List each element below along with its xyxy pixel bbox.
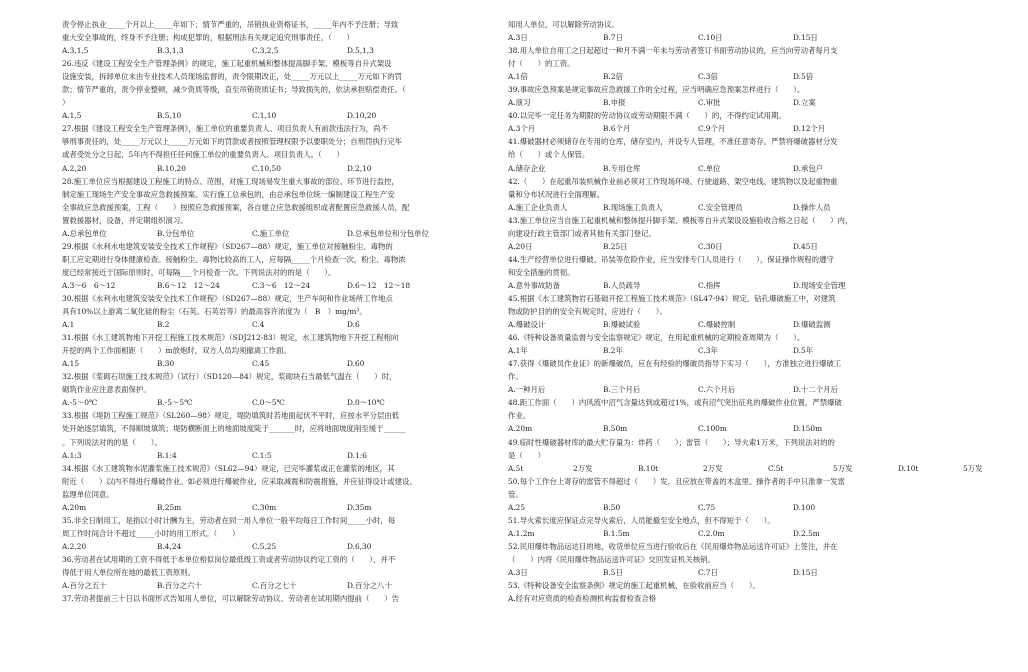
question-text-line: 得低于用人单位所在地的最低工资原则。 <box>62 567 196 577</box>
question-text-line: 35.非全日制用工，是指以小时计酬为主，劳动者在同一用人单位一般平均每日工作时间_____小时，每 <box>62 515 396 525</box>
question-text-line: ） <box>62 98 70 108</box>
question-text-line: 给（ ）或个人保管。 <box>508 150 590 160</box>
answer-options-row <box>508 527 920 540</box>
answer-option: B.专用仓库 <box>603 163 641 173</box>
answer-option: C.3年 <box>698 346 718 356</box>
question-text-line: 管。 <box>508 489 523 499</box>
answer-option: C.指挥 <box>698 280 721 290</box>
question-text-line: 附近（ ）以内不得进行爆破作业。如必须进行爆破作业，应采取减震和防震措施，并应征得设计或建设、 <box>62 476 417 486</box>
answer-option: A.2,20 <box>62 541 87 551</box>
question-text-line: 职工应定期进行身体健康检查。接触粉尘、毒物比较高的工人，应每隔_____个月检查一次，粉尘、毒物浓 <box>62 254 406 264</box>
answer-option: D.150m <box>793 424 823 434</box>
answer-options-row <box>62 279 474 292</box>
answer-option: C.100m <box>698 424 727 434</box>
answer-options-row <box>508 122 920 135</box>
answer-option: B.-5～5℃ <box>157 398 193 408</box>
answer-option: C.审批 <box>698 98 721 108</box>
question-text-line: 量和分布状况进行全面理解。 <box>508 189 605 199</box>
question-text-line: 32.根据《浆砌石坝施工技术规范》（试行）（SD120—84）规定，浆砌块石当最低气温在（ ）时， <box>62 372 397 382</box>
answer-option: D.100 <box>793 502 816 512</box>
answer-option: C.30日 <box>698 241 723 251</box>
answer-options-row <box>508 566 920 579</box>
answer-option: A.一种月后 <box>508 385 546 395</box>
answer-options-row <box>62 579 474 592</box>
question-text-line: 44.生产经营单位进行爆破、吊装等危险作业，应当安排专门人员进行（ ），保证操作规程的遵守 <box>508 254 834 264</box>
question-text-line: 29.根据《水利水电建筑安装安全技术工作规程》（SD267—88）规定，施工单位对接触粉尘、毒物的 <box>62 241 393 251</box>
question-text-line: 33.根据《堤防工程施工规范》（SL260—98）规定，堤防填筑时若地面起伏不平时，应按水平分层由低 <box>62 411 400 421</box>
answer-option: 2万发 <box>573 463 593 473</box>
answer-options-row <box>62 44 474 57</box>
answer-option: B.10t <box>638 463 659 473</box>
answer-option: B.2倍 <box>603 72 623 82</box>
answer-option: D.60 <box>347 359 365 369</box>
question-text-line: 45.根据《水工建筑物岩石基础开挖工程施工技术规范》（SL47-94）规定，钻孔爆破施工中，对建筑 <box>508 293 836 303</box>
answer-option: D.10t <box>898 463 919 473</box>
question-text-line: （ ）内将《民用爆炸物品运送许可证》交回发证机关核销。 <box>508 554 715 564</box>
answer-option: B.25m <box>157 502 182 512</box>
answer-option: A.施工企业负责人 <box>508 202 568 212</box>
answer-option: D.百分之八十 <box>347 581 392 591</box>
answer-option: B.25日 <box>603 241 628 251</box>
answer-option: B.30 <box>157 359 175 369</box>
question-text-line: 31.根据《水工建筑物地下开挖工程施工技术规范》（SDJ212-83）规定，水工建筑物地下开挖工程相向 <box>62 333 399 343</box>
answer-option: 5万发 <box>833 463 853 473</box>
question-text-line: 48.距工作面（ ）内风流中沼气含量达到或超过1%，或有沼气突出征兆的爆破作业位置，严禁爆破 <box>508 398 842 408</box>
answer-option: A.5t <box>508 463 524 473</box>
answer-option: A.演习 <box>508 98 531 108</box>
question-text-line: 处开始逐层填筑，不得顺坡填筑；堤防横断面上的地面坡度陡于_______时，应将地面坡度削至缓于______ <box>62 424 406 434</box>
answer-options-row <box>508 201 920 214</box>
answer-option: C.百分之七十 <box>252 581 297 591</box>
answer-option: D.5年 <box>793 346 814 356</box>
question-text-line: 周工作时间合计不超过_____小时的用工形式。（ ） <box>62 528 240 538</box>
answer-option: A.1倍 <box>508 72 528 82</box>
answer-options-row <box>508 383 920 396</box>
answer-option: A.20日 <box>508 241 533 251</box>
answer-option: C.5,25 <box>252 541 277 551</box>
answer-option: B.50m <box>603 424 628 434</box>
answer-options-row <box>62 501 474 514</box>
answer-option: A.爆破设计 <box>508 320 546 330</box>
answer-option: D.5,1,3 <box>347 46 374 56</box>
answer-option: C.六个月后 <box>698 385 736 395</box>
question-text-line: 40.以完毕一定任务为期限的劳动协议或劳动期限不满（ ）的，不得约定试用期。 <box>508 111 786 121</box>
answer-option: B.2年 <box>603 346 623 356</box>
answer-option: B.6个月 <box>603 124 631 134</box>
question-text-line: 39.事故应急预案是规定事故应急救援工作的全过程，应当明确应急预案怎样进行（ ）。 <box>508 85 805 95</box>
question-text-line: 53.《特种设备安全监察条例》规定的施工起重机械，在验收前应当（ ）。 <box>508 581 760 591</box>
question-text-line: 开挖的两个工作面相距（ ）m放炮时，双方人员均须撤离工作面。 <box>62 346 291 356</box>
answer-option: D.6 <box>347 320 360 330</box>
answer-option: D.15日 <box>793 33 818 43</box>
answer-option: B.5,10 <box>157 111 182 121</box>
question-text-line: 付（ ）的工资。 <box>508 59 575 69</box>
answer-option: 5万发 <box>963 463 983 473</box>
answer-option: A.3,1,5 <box>62 46 89 56</box>
answer-option: D.10,20 <box>347 111 377 121</box>
question-text-line: 全事故应急救援预案，工程（ ）按照应急救援预案，各自建立应急救援组织或者配置应急救援人员，配 <box>62 202 410 212</box>
answer-option: B.分包单位 <box>157 228 195 238</box>
answer-option: C.1:5 <box>252 450 272 460</box>
right-column <box>508 18 983 605</box>
question-text-line: 37.劳动者提前三十日以书面形式告知用人单位，可以解除劳动协议。劳动者在试用期内提前（ ）告 <box>62 594 399 604</box>
answer-option: C.0～5℃ <box>252 398 285 408</box>
answer-option: C.10,50 <box>252 163 281 173</box>
answer-option: B.1.5m <box>603 528 630 538</box>
answer-option: D.2,10 <box>347 163 372 173</box>
answer-options-row <box>508 318 920 331</box>
answer-options-row <box>62 449 474 462</box>
answer-option: B.三个月后 <box>603 385 641 395</box>
answer-option: C.75 <box>698 502 716 512</box>
answer-option: C.3倍 <box>698 72 718 82</box>
answer-option: C.45 <box>252 359 270 369</box>
question-text-line: 。下列说法对的的是（ ）。 <box>62 437 162 447</box>
answer-option: 2万发 <box>703 463 723 473</box>
answer-option: C.10日 <box>698 33 723 43</box>
question-text-line: 34.根据《水工建筑物水泥灌浆施工技术规范》（SL62—94）规定，已完毕灌浆或正在灌浆的地区，其 <box>62 463 395 473</box>
question-text-line: 制定施工现场生产安全事故应急救援预案。实行施工总承包的，由总承包单位统一编制建设工程生产安 <box>62 189 395 199</box>
answer-option: D.操作人员 <box>793 202 831 212</box>
question-text-line: 和安全措施的贯彻。 <box>508 267 575 277</box>
answer-option: B.10,20 <box>157 163 186 173</box>
answer-option: D.5倍 <box>793 72 814 82</box>
question-text-line: 款；情节严重的，责令停业整顿，减少资质等级，直至吊销资质证书；导致损失的，依法承担赔偿责任。（ <box>62 85 406 95</box>
answer-option: B.现场施工负责人 <box>603 202 663 212</box>
answer-options-row <box>508 240 920 253</box>
answer-option: D.45日 <box>793 241 818 251</box>
answer-option: D.承包户 <box>793 163 824 173</box>
answer-options-row <box>508 344 920 357</box>
question-text-line: 监理单位同意。 <box>62 489 114 499</box>
answer-option: A.2,20 <box>62 163 87 173</box>
answer-option: C.施工单位 <box>252 228 290 238</box>
answer-option: A.20m <box>508 424 533 434</box>
answer-option: D.0～10℃ <box>347 398 385 408</box>
answer-option: A.3个月 <box>508 124 536 134</box>
answer-option: C.爆破控制 <box>698 320 736 330</box>
answer-option: A.1:3 <box>62 450 82 460</box>
question-text-line: 36.劳动者在试用期的工资不得低于本单位相似岗位最低级工资或者劳动协议约定工资的（ ），并不 <box>62 554 396 564</box>
question-text-line: 置救援器材，设备，并定期组织演习。 <box>62 215 188 225</box>
question-text-line: 47.获得《爆破员作业证》的新爆破员，应在有经验的爆破员指导下实习（ ），方准独立进行爆破工 <box>508 359 842 369</box>
answer-option: A.15 <box>62 359 80 369</box>
answer-options-row <box>508 279 920 292</box>
answer-option: D.6,30 <box>347 541 372 551</box>
question-text-line: 度已经常接近于国际原则时，可每隔___个月检查一次。下列说法对的的是（ ）。 <box>62 267 336 277</box>
answer-option: B.4,24 <box>157 541 182 551</box>
answer-option: D.总承包单位和分包单位 <box>347 228 429 238</box>
answer-option: C.4 <box>252 320 265 330</box>
answer-option: C.9个月 <box>698 124 726 134</box>
answer-option: A.1.2m <box>508 528 535 538</box>
answer-options-row <box>508 70 920 83</box>
answer-option: C.3～6 12～24 <box>252 280 311 290</box>
answer-option: B.5日 <box>603 567 623 577</box>
answer-options-row <box>508 501 920 514</box>
question-text-line: 27.根据《建设工程安全生产管理条例》，施工单位的重要负责人、项目负责人有前款违法行为，尚不 <box>62 124 388 134</box>
answer-options-row <box>62 227 474 240</box>
answer-option: B.申报 <box>603 98 626 108</box>
question-text-line: 49.临时性爆破器材库的最大贮存量为：炸药（ ）；雷管（ ）；导火索1万米，下列说法对的的 <box>508 437 835 447</box>
question-text-line: 作业。 <box>508 411 531 421</box>
answer-option: C.3,2,5 <box>252 46 279 56</box>
question-text-line: 砌筑作业应注意表面保护。 <box>62 385 151 395</box>
answer-option: B.2 <box>157 320 170 330</box>
answer-option: B.50 <box>603 502 621 512</box>
answer-option: B.人员疏导 <box>603 280 641 290</box>
answer-option: D.35m <box>347 502 372 512</box>
answer-option: A.百分之五十 <box>62 581 107 591</box>
answer-option: B.6～12 12～24 <box>157 280 220 290</box>
answer-option: A.意外事故防备 <box>508 280 561 290</box>
answer-option: A.储存企业 <box>508 163 546 173</box>
question-text-line: 向建设行政主管部门或者其他有关部门登记。 <box>508 228 656 238</box>
question-text-line: A.经有对应资质的检查检测机构监督检查合格 <box>508 594 657 604</box>
answer-option: D.十二个月后 <box>793 385 838 395</box>
answer-option: A.1,5 <box>62 111 82 121</box>
question-text-line: 重大安全事故的，终身不予注册；构成犯罪的，根据刑法有关规定追究刑事责任。（ ） <box>62 33 354 43</box>
answer-option: B.7日 <box>603 33 623 43</box>
question-text-line: 42.（ ）在起重吊装机械作业前必须对工作现场环境、行驶道路、架空电线、建筑物以及起重物重 <box>508 176 838 186</box>
answer-options-row <box>62 357 474 370</box>
question-text-line: 50.每个工作台上寄存的雷管不得超过（ ）发，且应放在带盖的木盒里。操作者的手中只准拿一发雷 <box>508 476 845 486</box>
answer-option: C.5t <box>768 463 784 473</box>
answer-option: B.1:4 <box>157 450 177 460</box>
question-text-line: 30.根据《水利水电建筑安装安全技术工作规程》（SD267—88）规定，生产车间和作业场所工作地点 <box>62 293 393 303</box>
answer-option: A.1年 <box>508 346 528 356</box>
answer-options-row <box>508 422 920 435</box>
question-text-line: 知用人单位，可以解除劳动协议。 <box>508 20 619 29</box>
answer-options-row <box>508 462 983 475</box>
answer-option: C.2.0m <box>698 528 725 538</box>
answer-option: C.安全管理员 <box>698 202 743 212</box>
answer-option: C.单位 <box>698 163 721 173</box>
question-text-line: 28.施工单位应当根据建设工程施工的特点、范围，对施工现场易发生重大事故的部位、环节进行监控， <box>62 176 399 186</box>
answer-options-row <box>62 162 474 175</box>
answer-option: D.12个月 <box>793 124 826 134</box>
answer-option: C.30m <box>252 502 277 512</box>
question-text-line: 设施安装，拆卸单位未由专业技术人员现场监督的，责令限期改正，处_____万元以上_____万元如下的罚 <box>62 72 402 82</box>
answer-option: C.1,10 <box>252 111 277 121</box>
answer-option: D.立案 <box>793 98 816 108</box>
answer-option: A.1 <box>62 320 75 330</box>
answer-option: A.3日 <box>508 567 528 577</box>
question-text-line: 物或防护目的的安全有规定时，应进行（ ）。 <box>508 307 667 317</box>
question-text-line: 是（ ） <box>508 450 545 460</box>
answer-option: D.15日 <box>793 567 818 577</box>
question-text-line: 或者受处分之日起，5年内不得担任任何施工单位的重要负责人、项目负责人。（ ） <box>62 150 344 160</box>
question-text-line: 够刑事责任的，处_____万元以上_____万元如下的罚款或者按照管理权限予以要职处分；自刑罚执行完毕 <box>62 137 402 147</box>
answer-options-row <box>62 540 474 553</box>
answer-option: A.20m <box>62 502 87 512</box>
answer-option: B.爆破试验 <box>603 320 641 330</box>
question-text-line: 26.违反《建设工程安全生产管理条例》的规定，施工起重机械和整体提高脚手架、模板等自升式架设 <box>62 59 392 69</box>
question-text-line: 作。 <box>508 372 523 382</box>
answer-options-row <box>508 162 920 175</box>
question-text-line: 具有10%以上游离二氧化硅的粉尘（石英、石英岩等）的最高容许浓度为（ B ）mg/m³。 <box>62 307 367 317</box>
answer-option: D.6～12 12～18 <box>347 280 411 290</box>
question-text-line: 51.导火索长度应保证点完导火索后，人员能撤至安全地点，但不得短于（ ）。 <box>508 515 775 525</box>
question-text-line: 43.施工单位应当自施工起重机械和整体提升脚手架、模板等自升式架设设施验收合格之日起（ ）内， <box>508 215 853 225</box>
question-text-line: 52.民用爆炸物品运达目的地，收货单位应当进行验收后在《民用爆炸物品运送许可证》上签注，并在 <box>508 541 838 551</box>
answer-option: A.25 <box>508 502 526 512</box>
answer-option: C.7日 <box>698 567 718 577</box>
answer-option: D.2.5m <box>793 528 820 538</box>
answer-option: D.爆破监测 <box>793 320 831 330</box>
answer-option: D.1:6 <box>347 450 367 460</box>
answer-options-row <box>62 109 474 122</box>
question-text-line: 38.用人单位自用工之日起超过一种月不满一年未与劳动者签订书面劳动协议的，应当向劳动者每月支 <box>508 46 838 56</box>
answer-options-row <box>508 31 920 44</box>
answer-option: D.现场安全管理 <box>793 280 846 290</box>
question-text-line: 责令停止执业_____个月以上_____年如下；情节严重的，吊销执业资格证书，_____年内不予注册；导致 <box>62 20 399 29</box>
answer-options-row <box>62 396 474 409</box>
answer-options-row <box>508 96 920 109</box>
answer-option: A.总承包单位 <box>62 228 107 238</box>
answer-options-row <box>62 318 474 331</box>
answer-option: B.百分之六十 <box>157 581 202 591</box>
answer-option: A.3日 <box>508 33 528 43</box>
question-text-line: 46.《特种设备质量监督与安全监察规定》规定，在用起重机械的定期检查周期为（ ）。 <box>508 333 805 343</box>
answer-option: A.-5～0℃ <box>62 398 98 408</box>
answer-option: B.3,1,3 <box>157 46 184 56</box>
question-text-line: 41.爆破器材必须储存在专用的仓库，储存室内，并设专人管理，不准任意寄存。严禁将爆破器材分发 <box>508 137 838 147</box>
answer-option: A.3～6 6～12 <box>62 280 116 290</box>
left-column <box>62 18 474 605</box>
